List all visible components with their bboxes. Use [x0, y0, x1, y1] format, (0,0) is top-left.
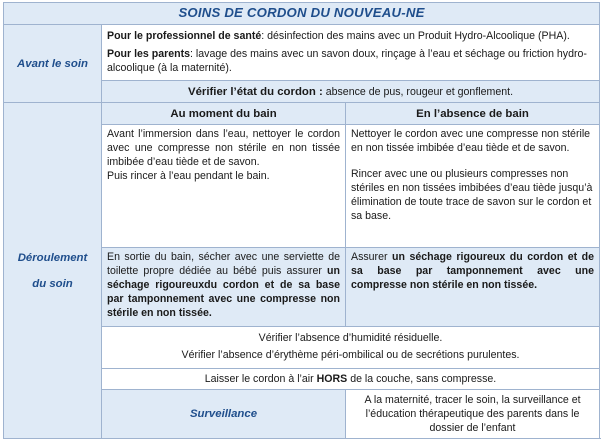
bain-clean-cell — [102, 125, 346, 248]
parents-text: : lavage des mains avec un savon doux, rinçage à l’eau et séchage ou friction hydro-alcoolique (à la maternité). — [107, 48, 587, 74]
absence-dry-bold: un séchage rigoureux du cordon et de sa base par tamponnement avec une compresse non stérile en non tissée. — [351, 251, 594, 291]
deroulement-label-line2: du soin — [32, 277, 73, 290]
surveillance-label: Surveillance — [102, 390, 346, 439]
check-humidity: Vérifier l’absence d’humidité résiduelle. — [258, 332, 443, 344]
deroulement-label-line1: Déroulement — [17, 251, 88, 264]
absence-p1: Nettoyer le cordon avec une compresse non stérile en non tissée imbibée d’eau tiède et de savon. — [351, 128, 591, 154]
bain-p1: Avant l’immersion dans l’eau, nettoyer le cordon avec une compresse non stérile en non tissée imbibée d’eau tiède et de savon. — [107, 128, 340, 168]
absence-clean-cell — [346, 125, 600, 248]
verify-bold: Vérifier l’état du cordon : — [187, 86, 323, 98]
surveillance-text: A la maternité, tracer le soin, la surveillance et l’éducation thérapeutique des parents dans le dossier de l’enfant — [346, 390, 600, 439]
check-erythema: Vérifier l’absence d’érythème péri-ombilical ou de secrétions purulentes. — [181, 349, 520, 361]
bain-dry-bold: un séchage rigoureuxdu cordon et de sa base par tamponnement avec une compresse non stérile en non tissée. — [107, 265, 340, 319]
air-pre: Laisser le cordon à l’air — [204, 373, 317, 385]
pro-bold: Pour le professionnel de santé — [107, 30, 262, 42]
table-title: SOINS DE CORDON DU NOUVEAU-NE — [4, 3, 600, 25]
pro-text: : désinfection des mains avec un Produit Hydro-Alcoolique (PHA). — [261, 30, 570, 42]
avant-label: Avant le soin — [4, 25, 102, 103]
verify-cordon — [102, 81, 600, 103]
absence-dry-cell — [346, 248, 600, 327]
verify-text: absence de pus, rougeur et gonflement. — [322, 86, 514, 98]
column-header-row — [4, 103, 600, 125]
absence-dry-text: Assurer — [351, 251, 393, 263]
checks-cell — [102, 327, 600, 369]
parents-instruction — [107, 47, 594, 75]
col-header-bain: Au moment du bain — [102, 103, 346, 125]
pro-instruction — [107, 29, 594, 43]
air-post: de la couche, sans compresse. — [347, 373, 497, 385]
col-header-absence: En l’absence de bain — [346, 103, 600, 125]
avant-row — [4, 25, 600, 81]
air-bold: HORS — [316, 373, 348, 385]
parents-bold: Pour les parents — [107, 48, 191, 60]
title-row — [4, 3, 600, 25]
bain-dry-text: En sortie du bain, sécher avec une serviette de toilette propre dédiée au bébé puis assurer — [107, 251, 340, 277]
bain-p2: Puis rincer à l’eau pendant le bain. — [107, 170, 270, 182]
air-cell — [102, 369, 600, 390]
avant-content — [102, 25, 600, 81]
bain-dry-cell — [102, 248, 346, 327]
absence-p2: Rincer avec une ou plusieurs compresses non stériles en non tissées imbibées d’eau tiède jusqu’à élimination de toute trace de savon sur le cordon et sa base. — [351, 168, 593, 222]
care-table — [3, 2, 600, 439]
deroulement-label — [4, 103, 102, 439]
